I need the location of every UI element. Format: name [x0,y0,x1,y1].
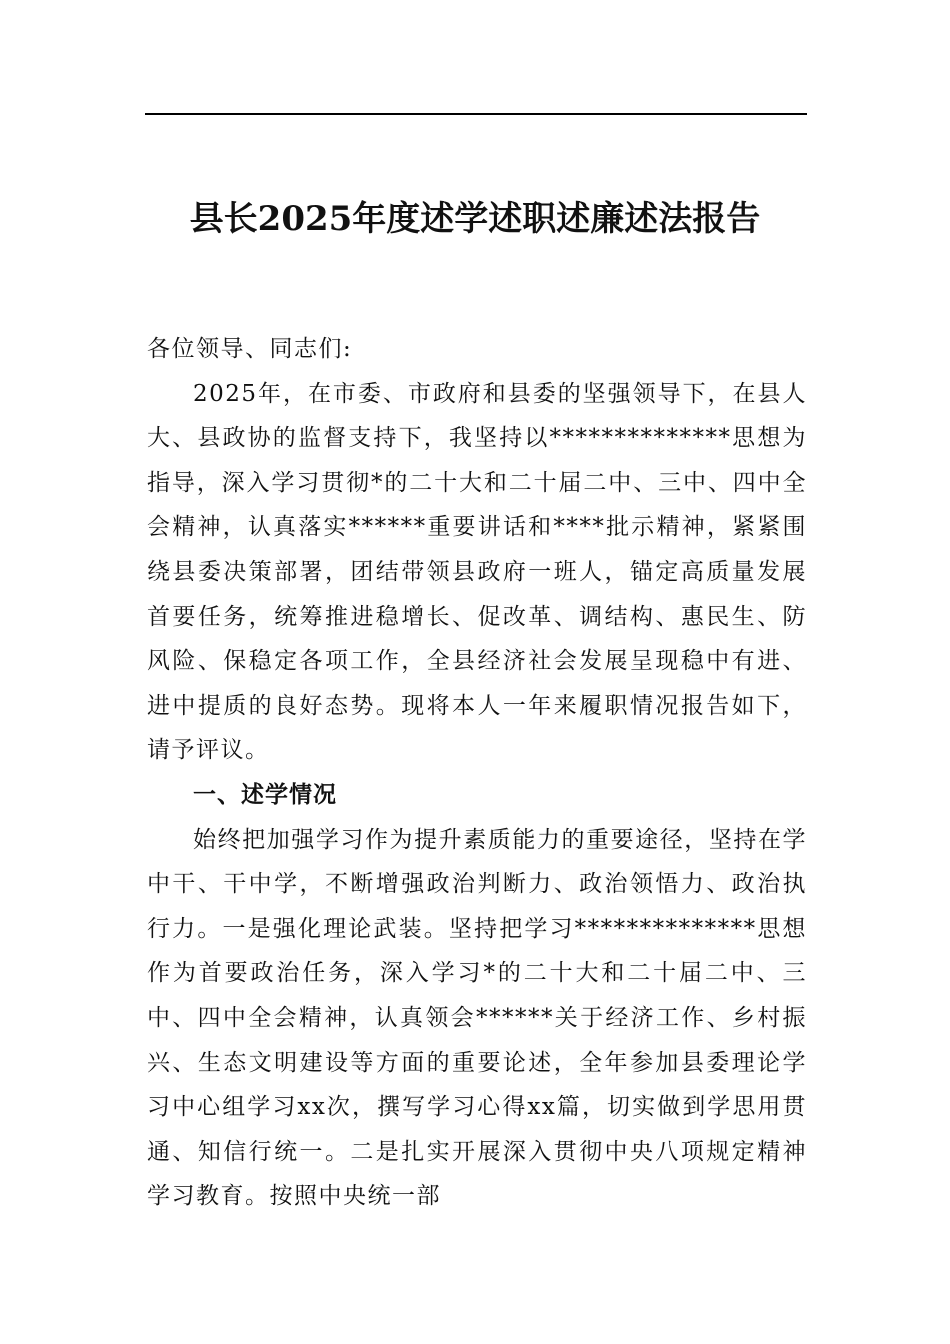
section-heading-study: 一、述学情况 [193,781,337,808]
intro-paragraph: 2025年，在市委、市政府和县委的坚强领导下，在县人大、县政协的监督支持下，我坚持以**************思想为指导，深入学习贯彻*的二十大和二十届二中、三中、四中全会精神，认真落实******重要讲话和****批示精神，紧紧围绕县委决策部署，团结带领县政府一班人，锚定高质量发展首要任务，统筹推进稳增长、促改革、调结构、惠民生、防风险、保稳定各项工作，全县经济社会发展呈现稳中有进、进中提质的良好态势。现将本人一年来履职情况报告如下，请予评议。 [147,380,807,764]
salutation: 各位领导、同志们: [147,336,353,362]
document-body [147,327,807,1219]
document-title: 县长2025年度述学述职述廉述法报告 [189,199,761,239]
header-rule [145,113,807,115]
section-paragraph-study: 始终把加强学习作为提升素质能力的重要途径，坚持在学中干、干中学，不断增强政治判断力、政治领悟力、政治执行力。一是强化理论武装。坚持把学习**************思想作为首要政治任务，深入学习*的二十大和二十届二中、三中、四中全会精神，认真领会******关于经济工作、乡村振兴、生态文明建设等方面的重要论述，全年参加县委理论学习中心组学习xx次，撰写学习心得xx篇，切实做到学思用贯通、知信行统一。二是扎实开展深入贯彻中央八项规定精神学习教育。按照中央统一部 [147,826,807,1210]
